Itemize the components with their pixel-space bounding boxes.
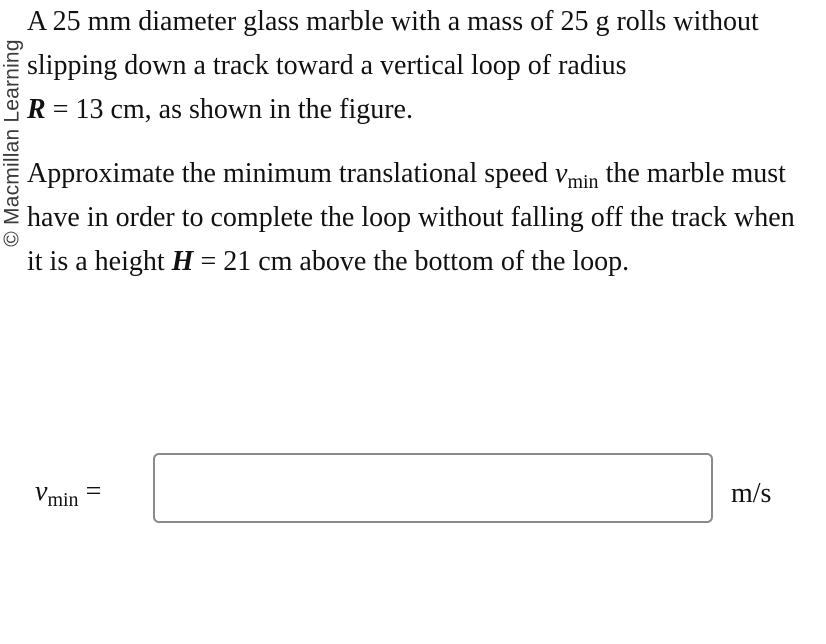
watermark-text: © Macmillan Learning [1,39,24,247]
vmin-answer-input[interactable] [153,453,713,523]
problem-paragraph-1 [27,0,807,132]
copyright-watermark [0,8,28,278]
problem-paragraph-2 [27,152,807,284]
radius-variable: R [27,94,46,125]
p2-text-b: the marble must have in order to complete the loop without falling off the track when it is a height [27,158,795,277]
p1-text-a: A 25 mm diameter glass marble with a mass of 25 g rolls without slipping down a track toward a vertical loop of radius [27,6,759,81]
vmin-subscript: min [567,171,599,193]
p1-text-b: = 13 cm, as shown in the figure. [45,94,413,125]
answer-equals: = [78,476,102,507]
answer-symbol: v [35,476,48,507]
height-variable: H [171,246,194,277]
unit-label: m/s [731,478,772,509]
answer-label [35,472,101,512]
p2-text-c: = 21 cm above the bottom of the loop. [193,246,630,277]
p2-text-a: Approximate the minimum translational speed [27,158,555,189]
answer-row [0,452,826,526]
vmin-symbol: v [555,158,568,189]
answer-subscript: min [47,489,79,511]
